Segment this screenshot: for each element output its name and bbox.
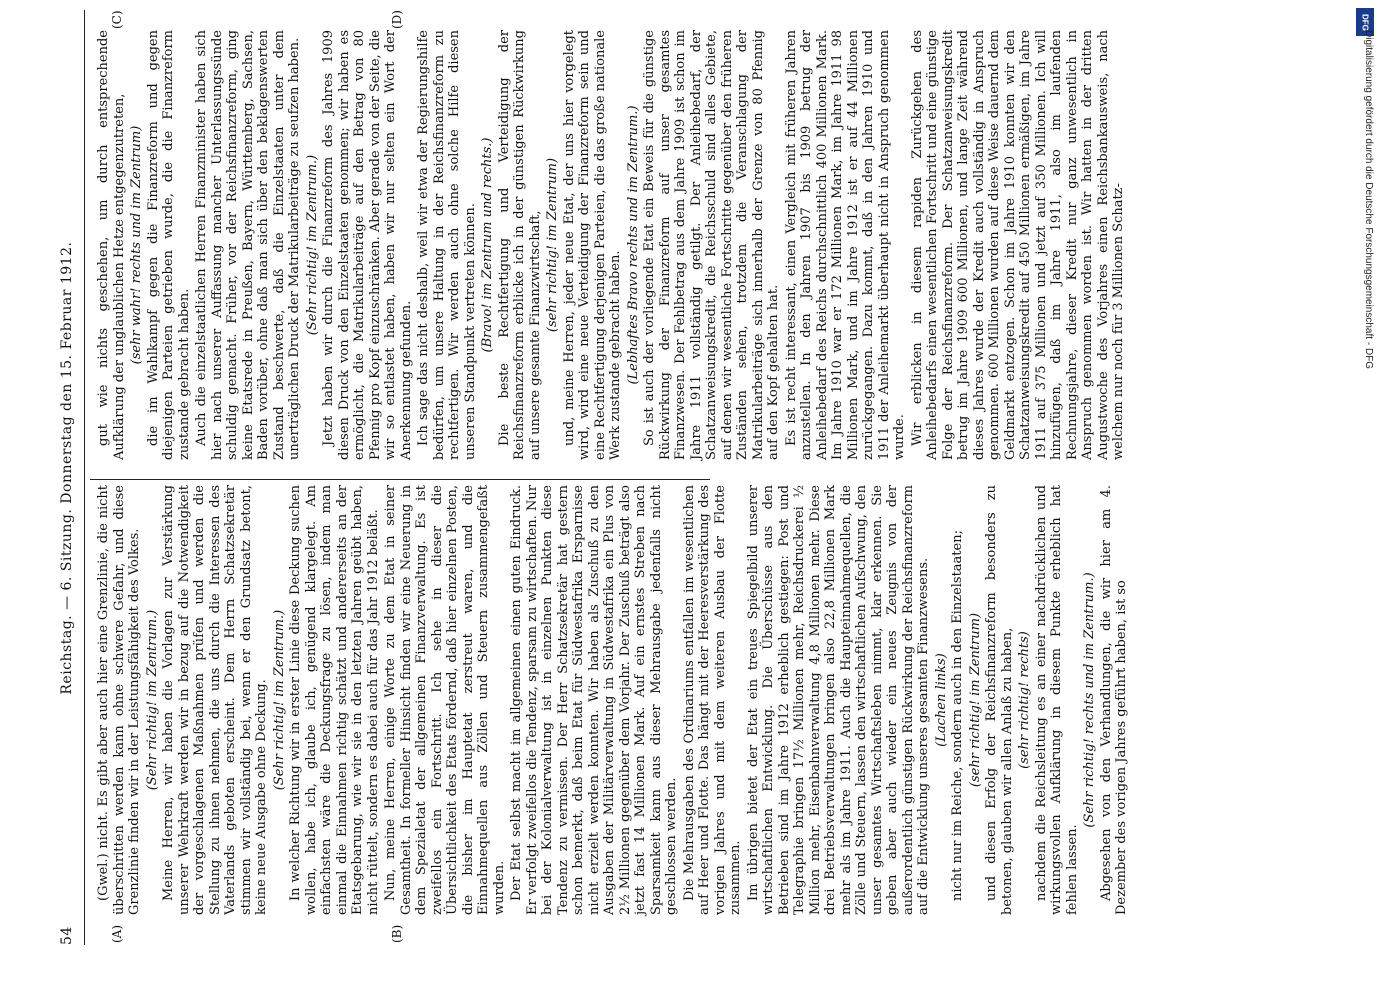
paragraph: Auch die einzelstaatlichen Herren Finanzminister haben sich hier nach unserer Auffassung mancher Unterlassungssünde schuldig gemacht. Früher, vor der Reichsfinanzreform, ging keine Etatsrede in Preußen, Bayern, Württemberg, Sachsen, Baden vorüber, ohne daß man sich über den beklagenswerten Zustand beschwerte, daß die Einzelstaaten unter dem unerträglichen Druck der Matrikularbeiträge zu seufzen haben. <box>194 30 302 460</box>
dfg-logo: DFG <box>1356 8 1374 36</box>
paragraph: und, meine Herren, jeder neue Etat, der uns hier vorgelegt wird, wird eine neue Verteidigung der Finanzreform sein und eine Rechtfertigung derjenigen Parteien, die das große nationale Werk zustande gebracht haben. <box>561 30 623 460</box>
left-column <box>96 485 1129 915</box>
paragraph: die im Wahlkampf gegen die Finanzreform und gegen diejenigen Parteien getrieben wurde, die die Finanzreform zustande gebracht haben. <box>145 30 192 460</box>
interjection: (sehr richtig! im Zentrum) <box>545 157 560 333</box>
paragraph: In welcher Richtung wir in erster Linie diese Deckung suchen wollen, habe ich, glaube ich, genügend klargelegt. Am einfachsten wäre die Deckungsfrage zu lösen, indem man einmal die Einnahmen richtig schätzt und andererseits an der Etatsgebarung, wie wir sie in den letzten Jahren geübt haben, nicht rüttelt, sondern es dabei auch für das Jahr 1912 beläßt. <box>288 485 381 915</box>
interjection: (Bravo! im Zentrum und rechts.) <box>480 137 495 353</box>
paragraph: gut wie nichts geschehen, um durch entsprechende Aufklärung der unglaublichen Hetze entgegenzutreten, <box>96 30 127 460</box>
page-number: 54 <box>59 926 75 945</box>
paragraph: Es ist recht interessant, einen Vergleich mit früheren Jahren anzustellen. In den Jahren 1907 bis 1909 betrug der Anleihebedarf des Reichs durchschnittlich 400 Millionen Mark. Im Jahre 1910 war er 172 Millionen Mark, im Jahre 1911 98 Millionen Mark, und im Jahre 1912 ist er auf 44 Millionen zurückgegangen. Dazu kommt, daß in den Jahren 1910 und 1911 der Anleihemarkt überhaupt nicht in Anspruch genommen wurde. <box>783 30 907 460</box>
paragraph: Nun, meine Herren, einige Worte zu dem Etat in seiner Gesamtheit. In formeller Hinsicht finden wir eine Neuerung in dem Spezialetat der allgemeinen Finanzverwaltung. Es ist zweifellos ein Fortschritt. Ich sehe in dieser die Übersichtlichkeit des Etats fördernd, daß hier einzelnen Posten, die bisher im Hauptetat zerstreut waren, und die Einnahmequellen aus Zöllen und Steuern zusammengefaßt wurden. <box>383 485 507 915</box>
paragraph: und diesen Erfolg der Reichsfinanzreform besonders zu betonen, glauben wir allen Anlaß zu haben, <box>984 485 1015 915</box>
paragraph: Die Mehrausgaben des Ordinariums entfallen im wesentlichen auf Heer und Flotte. Das hängt mit der Heeresverstärkung des vorigen Jahres und mit dem weiteren Ausbau der Flotte zusammen. <box>681 485 743 915</box>
interjection: (Sehr richtig! im Zentrum.) <box>144 609 160 791</box>
paragraph: Jetzt haben wir durch die Finanzreform des Jahres 1909 diesen Druck von den Einzelstaaten genommen; wir haben es ermöglicht, die Matrikularbeiträge auf den Betrag von 80 Pfennig pro Kopf einzuschränken. Aber gerade von der Seite, die wir so entlastet haben, haben wir nur selten ein Wort der Anerkennung gefunden. <box>321 30 414 460</box>
paragraph: Im übrigen bietet der Etat ein treues Spiegelbild unserer wirtschaftlichen Entwicklung. Die Überschüsse aus den Betrieben sind im Jahre 1912 erheblich gestiegen: Post und Telegraphie bringen 17½ Millionen mehr, Reichsdruckerei ½ Million mehr, Eisenbahnverwaltung 4,8 Millionen mehr. Diese drei Betriebsverwaltungen bringen also 22,8 Millionen Mark mehr als im Jahre 1911. Auch die Haupteinnahmequellen, die Zölle und Steuern, lassen den wirtschaftlichen Aufschwung, den unser gesamtes Wirtschaftsleben nimmt, klar erkennen. Sie geben aber auch wieder ein neues Zeugnis von der außerordentlich günstigen Rückwirkung der Reichsfinanzreform auf die Entwicklung unseres gesamten Finanzwesens. <box>745 485 931 915</box>
paragraph: Wir erblicken in diesem rapiden Zurückgehen des Anleihebedarfs einen wesentlichen Fortschritt und eine günstige Folge der Reichsfinanzreform. Der Schatzanweisungskredit betrug im Jahre 1909 600 Millionen, und lange Zeit während dieses Jahres wurde der Kredit auch vollständig in Anspruch genommen. 600 Millionen wurden auf diese Weise dauernd dem Geldmarkt entzogen. Schon im Jahre 1910 konnten wir den Schatzanweisungskredit auf 450 Millionen ermäßigen, im Jahre 1911 auf 375 Millionen und jetzt auf 350 Millionen. Ich will hinzufügen, daß im Jahre 1911, also im laufenden Rechnungsjahre, dieser Kredit nur ganz unwesentlich in Anspruch genommen worden ist. Wir hatten in der dritten Augustwoche des Vorjahres einen Reichsbankausweis, nach welchem nur noch für 3 Millionen Schatz- <box>909 30 1126 460</box>
paragraph: Die beste Rechtfertigung und Verteidigung der Reichsfinanzreform erblicke ich in der günstigen Rückwirkung auf unsere gesamte Finanzwirtschaft, <box>496 30 543 460</box>
paragraph: Meine Herren, wir haben die Vorlagen zur Verstärkung unserer Wehrkraft werden wir in bezug auf die Notwendigkeit der vorgeschlagenen Maßnahmen prüfen und werden die Stellung zu ihnen nehmen, die uns durch die Interessen des Vaterlands geboten erscheint. Dem Herrn Schatzsekretär stimmen wir vollständig bei, wenn er den Grundsatz betont, keine neue Ausgabe ohne Deckung. <box>161 485 269 915</box>
paragraph: nicht nur im Reiche, sondern auch in den Einzelstaaten; <box>950 530 965 901</box>
paragraph: (Gwel.) nicht. Es gibt aber auch hier eine Grenzlinie, die nicht überschritten werden kann ohne schwere Gefahr, und diese Grenzlinie finden wir in der Leistungsfähigkeit des Volkes. <box>96 485 142 915</box>
interjection: (sehr richtig! im Zentrum) <box>967 612 983 788</box>
interjection: (Sehr richtig! im Zentrum.) <box>304 154 320 336</box>
page-header <box>50 10 85 945</box>
interjection: (sehr wahr! rechts und im Zentrum) <box>129 125 144 365</box>
right-column <box>96 30 1126 460</box>
interjection: (Lachen links) <box>933 653 949 747</box>
session-title: Reichstag. — 6. Sitzung. Donnerstag den 15. Februar 1912. <box>59 241 75 695</box>
margin-mark-c: (C) <box>110 10 124 29</box>
interjection: (Sehr richtig! rechts und im Zentrum.) <box>1082 572 1097 828</box>
paragraph: Der Etat selbst macht im allgemeinen einen guten Eindruck. Er verfolgt zweifellos die Tendenz, sparsam zu wirtschaften. Nur bei der Kolonialverwaltung ist in einzelnen Punkten diese Tendenz zu vermissen. Der Herr Schatzsekretär hat gestern schon bemerkt, daß beim Etat für Südwestafrika Ersparnisse nicht erzielt werden konnten. Wir haben als Zuschuß zu den Ausgaben der Militärverwaltung in Südwestafrika ein Plus von 2½ Millionen gegenüber dem Vorjahr. Der Zuschuß beträgt also jetzt fast 14 Millionen Mark. Auf ein ernstes Streben nach Sparsamkeit kann aus dieser Mehrausgabe jedenfalls nicht geschlossen werden. <box>509 485 679 915</box>
rotated-page <box>50 10 1340 945</box>
column-divider <box>90 479 710 480</box>
paragraph: So ist auch der vorliegende Etat ein Beweis für die günstige Rückwirkung der Finanzreform auf unser gesamtes Finanzwesen. Der Fehlbetrag aus dem Jahre 1909 ist schon im Jahre 1911 vollständig getilgt. Der Anleihebedarf, der Schatzanweisungskredit, die Reichsschuld sind alles Gebiete, auf denen wir wesentliche Fortschritte gegenüber den früheren Zuständen sehen, trotzdem die Veranschlagung der Matrikularbeiträge sich innerhalb der Grenze von 80 Pfennig auf den Kopf gehalten hat. <box>642 30 781 460</box>
margin-mark-d: (D) <box>390 10 404 29</box>
paragraph: nachdem die Reichsleitung es an einer nachdrücklichen und wirkungsvollen Aufklärung in diesem Punkte erheblich hat fehlen lassen. <box>1033 485 1080 915</box>
interjection: (sehr richtig! rechts) <box>1017 631 1032 769</box>
digitization-credit <box>1352 10 1378 970</box>
paragraph: Ich sage das nicht deshalb, weil wir etwa der Regierungshilfe bedürfen, um unsere Haltung in der Reichsfinanzreform zu rechtfertigen. Wir werden auch ohne solche Hilfe diesen unseren Standpunkt vertreten können. <box>416 30 478 460</box>
paragraph: Abgesehen von den Verhandlungen, die wir hier am 4. Dezember des vorigen Jahres geführt haben, ist so <box>1098 485 1129 915</box>
margin-mark-a: (A) <box>110 924 124 943</box>
interjection: (Sehr richtig! im Zentrum.) <box>271 609 287 791</box>
margin-mark-b: (B) <box>390 924 404 943</box>
interjection: (Lebhaftes Bravo rechts und im Zentrum.) <box>625 105 641 385</box>
credit-text: Digitalisierung gefördert durch die Deutsche Forschungsgemeinschaft - DFG <box>1363 30 1374 370</box>
